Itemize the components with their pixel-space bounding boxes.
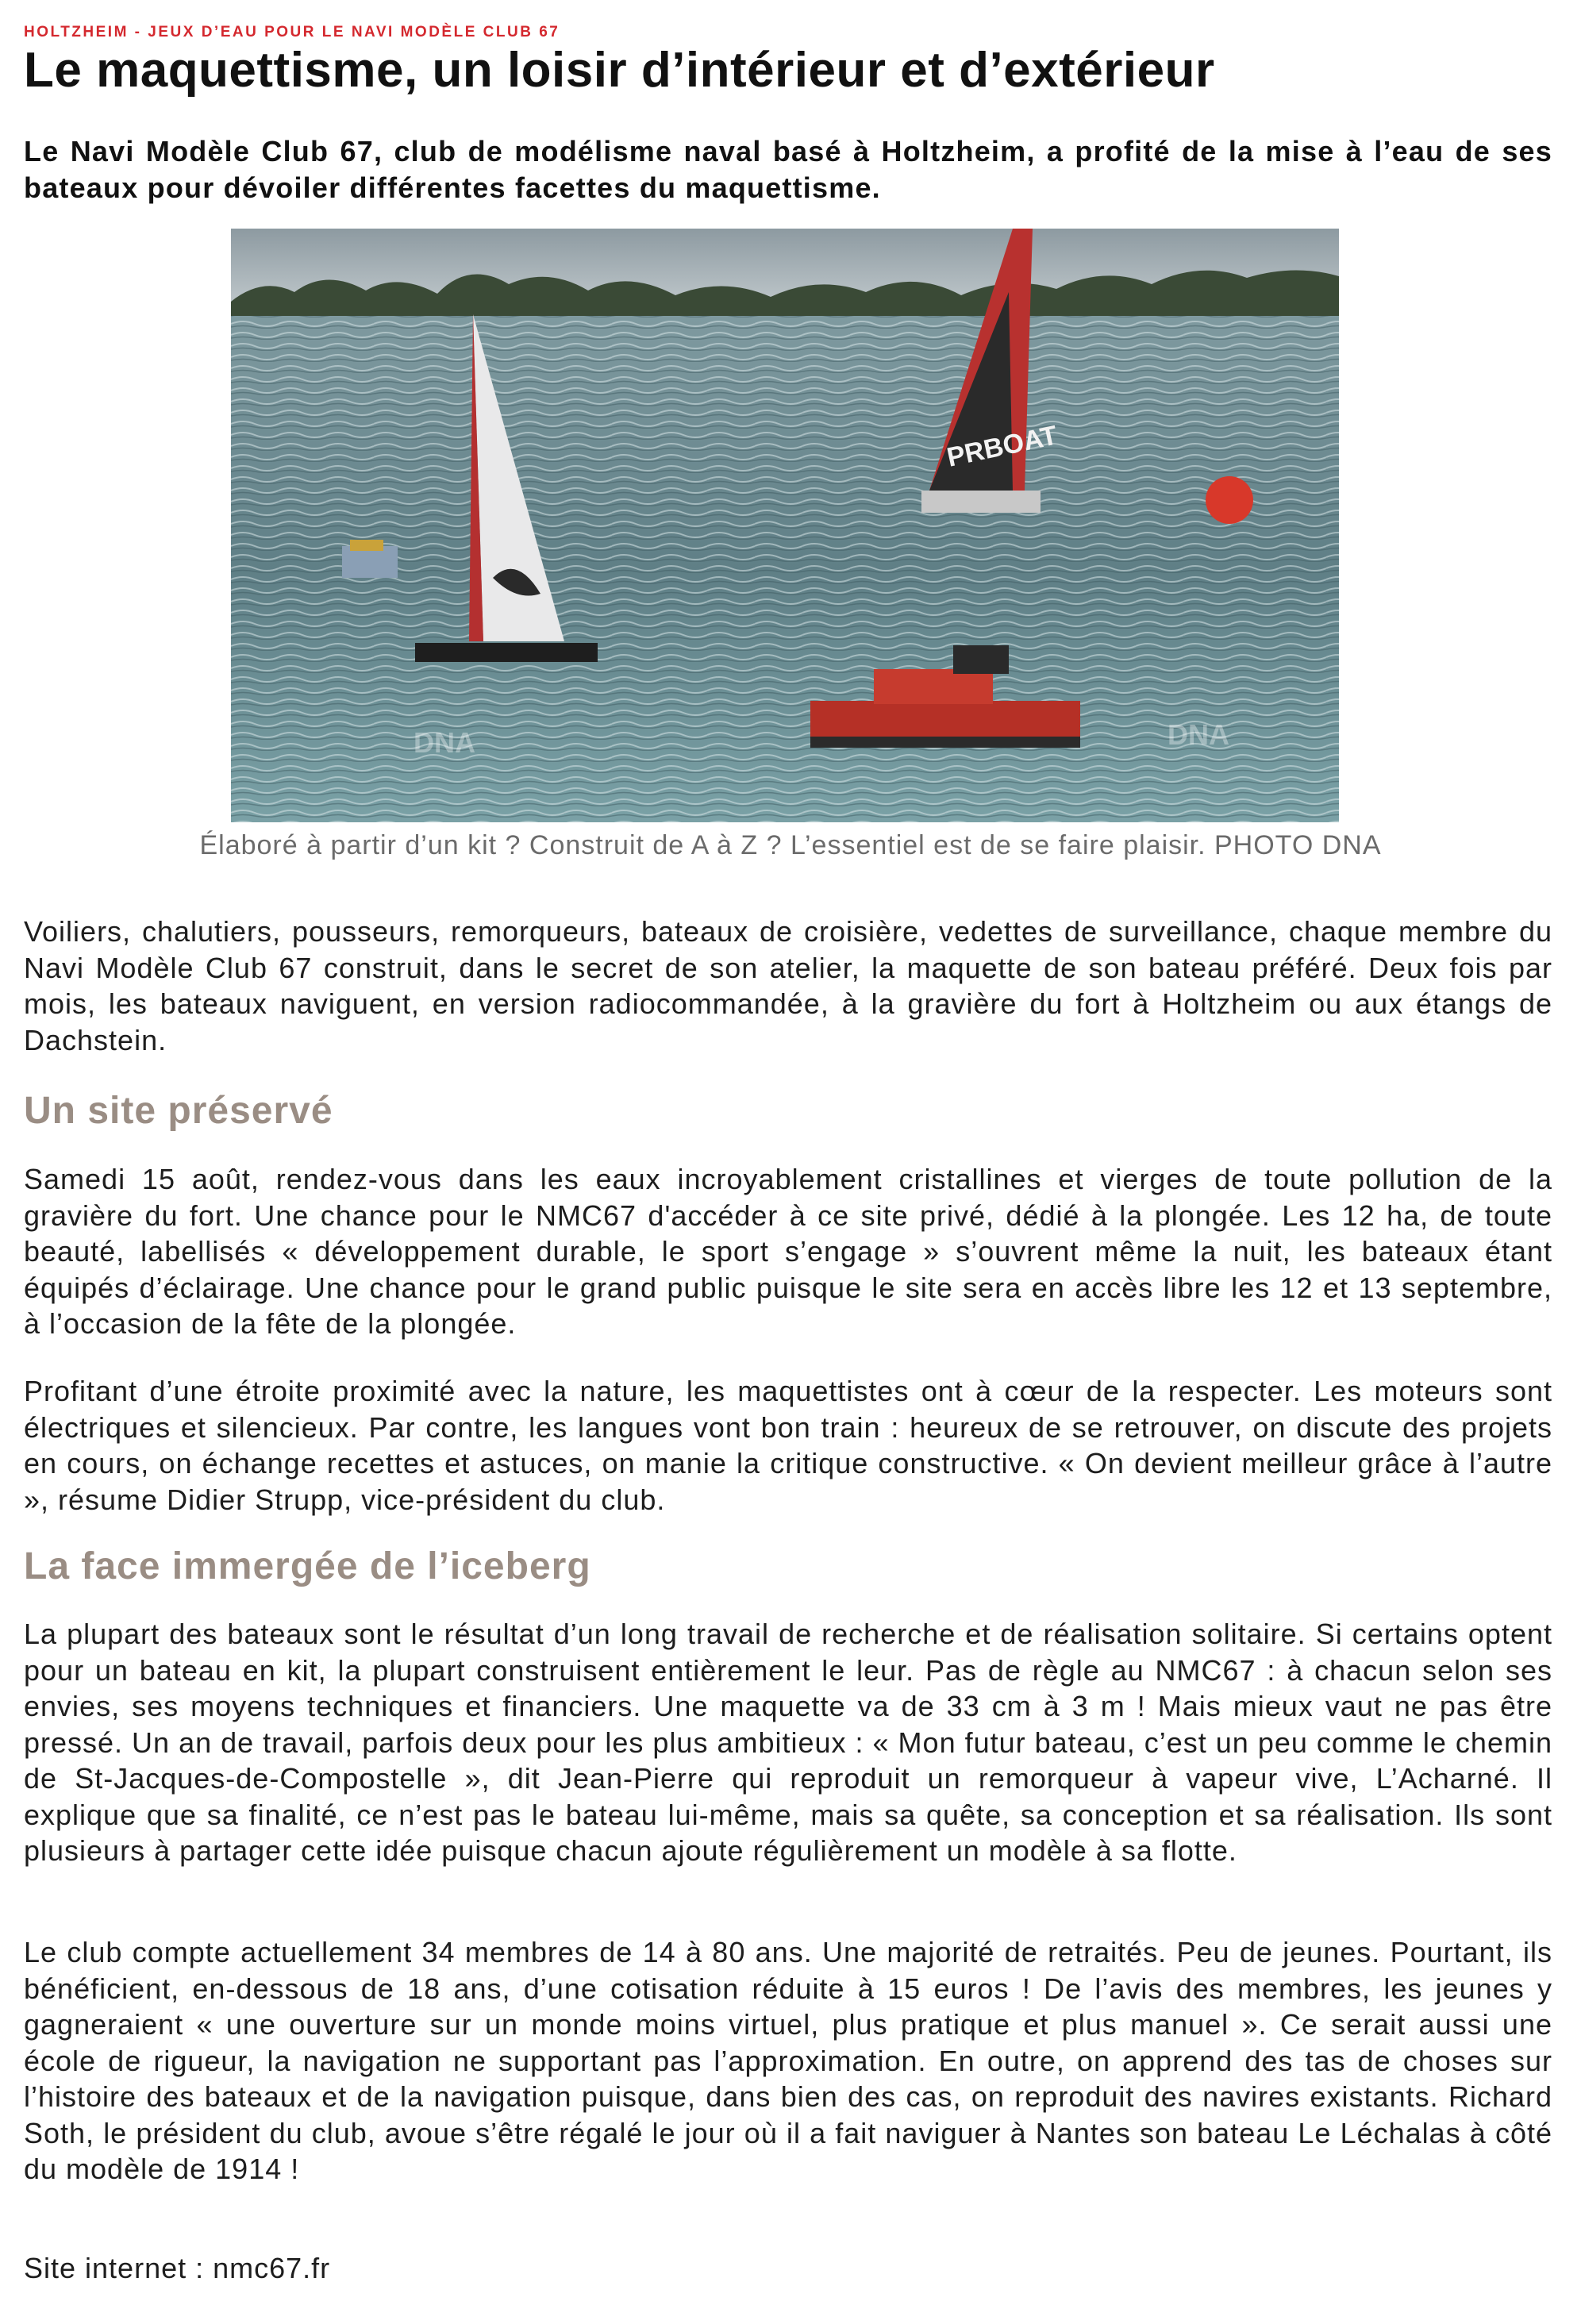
photo-watermark-right: DNA [1167,718,1229,751]
intro-paragraph: Voiliers, chalutiers, pousseurs, remorqueurs, bateaux de croisière, vedettes de surveillance, chaque membre du Navi Modèle Club 67 construit, dans le secret de son atelier, la maquette de son bateau préféré. Deux fois par mois, les bateaux naviguent, en version radiocommandée, à la gravière du fort à Holtzheim ou aux étangs de Dachstein. [24,915,1552,1056]
website-line[interactable]: Site internet : nmc67.fr [24,2252,331,2284]
section1-paragraph2: Profitant d’une étroite proximité avec la nature, les maquettistes ont à cœur de la respecter. Les moteurs sont électriques et silencieux. Par contre, les langues vont bon train : heureux de se retrouver, on discute des projets en cours, on échange recettes et astuces, on manie la critique constructive. « On devient meilleur grâce à l’autre », résume Didier Strupp, vice-président du club. [24,1375,1552,1516]
article-kicker: HOLTZHEIM - JEUX D’EAU POUR LE NAVI MODÈLE CLUB 67 [24,24,560,40]
article-lead: Le Navi Modèle Club 67, club de modélisme naval basé à Holtzheim, a profité de la mise à l’eau de ses bateaux pour dévoiler différentes facettes du maquettisme. [24,135,1552,204]
article-photo [231,229,1339,822]
section2-paragraph2: Le club compte actuellement 34 membres de 14 à 80 ans. Une majorité de retraités. Peu de jeunes. Pourtant, ils bénéficient, en-dessous de 18 ans, d’une cotisation réduite à 15 euros ! De l’avis des membres, les jeunes y gagneraient « une ouverture sur un monde moins virtuel, plus pratique et plus manuel ». Ce serait aussi une école de rigueur, la navigation ne supportant pas l’approximation. En outre, on apprend des tas de choses sur l’histoire des bateaux et de la navigation puisque, dans bien des cas, on reproduit des navires existants. Richard Soth, le président du club, avoue s’être régalé le jour où il a fait naviguer à Nantes son bateau Le Léchalas à côté du modèle de 1914 ! [24,1936,1552,2185]
section1-paragraph1: Samedi 15 août, rendez-vous dans les eaux incroyablement cristallines et vierges de toute pollution de la gravière du fort. Une chance pour le NMC67 d'accéder à ce site privé, dédié à la plongée. Les 12 ha, de toute beauté, labellisés « développement durable, le sport s’engage » s’ouvrent même la nuit, les bateaux étant équipés d’éclairage. Une chance pour le grand public puisque le site sera en accès libre les 12 et 13 septembre, à l’occasion de la fête de la plongée. [24,1163,1552,1340]
photo-watermark-left: DNA [414,726,475,759]
section-title-iceberg: La face immergée de l’iceberg [24,1545,591,1587]
sail-brand-text: PRBOAT [944,420,1060,473]
section2-paragraph1: La plupart des bateaux sont le résultat d’un long travail de recherche et de réalisation solitaire. Si certains optent pour un bateau en kit, la plupart construisent entièrement le leur. Pas de règle au NMC67 : à chacun selon ses envies, ses moyens techniques et financiers. Une maquette va de 33 cm à 3 m ! Mais mieux vaut ne pas être pressé. Un an de travail, parfois deux pour les plus ambitieux : « Mon futur bateau, c’est un peu comme le chemin de St-Jacques-de-Compostelle », dit Jean-Pierre qui reproduit un remorqueur à vapeur vive, L’Acharné. Il explique que sa finalité, ce n’est pas le bateau lui-même, mais sa quête, sa conception et sa réalisation. Ils sont plusieurs à partager cette idée puisque chacun ajoute régulièrement un modèle à sa flotte. [24,1618,1552,1867]
photo-caption: Élaboré à partir d’un kit ? Construit de A à Z ? L’essentiel est de se faire plaisir. PHOTO DNA [199,830,1382,860]
article-headline: Le maquettisme, un loisir d’intérieur et d’extérieur [24,43,1215,98]
buoy [1206,476,1253,524]
section-title-site-preserve: Un site préservé [24,1090,333,1132]
lake-photo-illustration [231,229,1339,822]
